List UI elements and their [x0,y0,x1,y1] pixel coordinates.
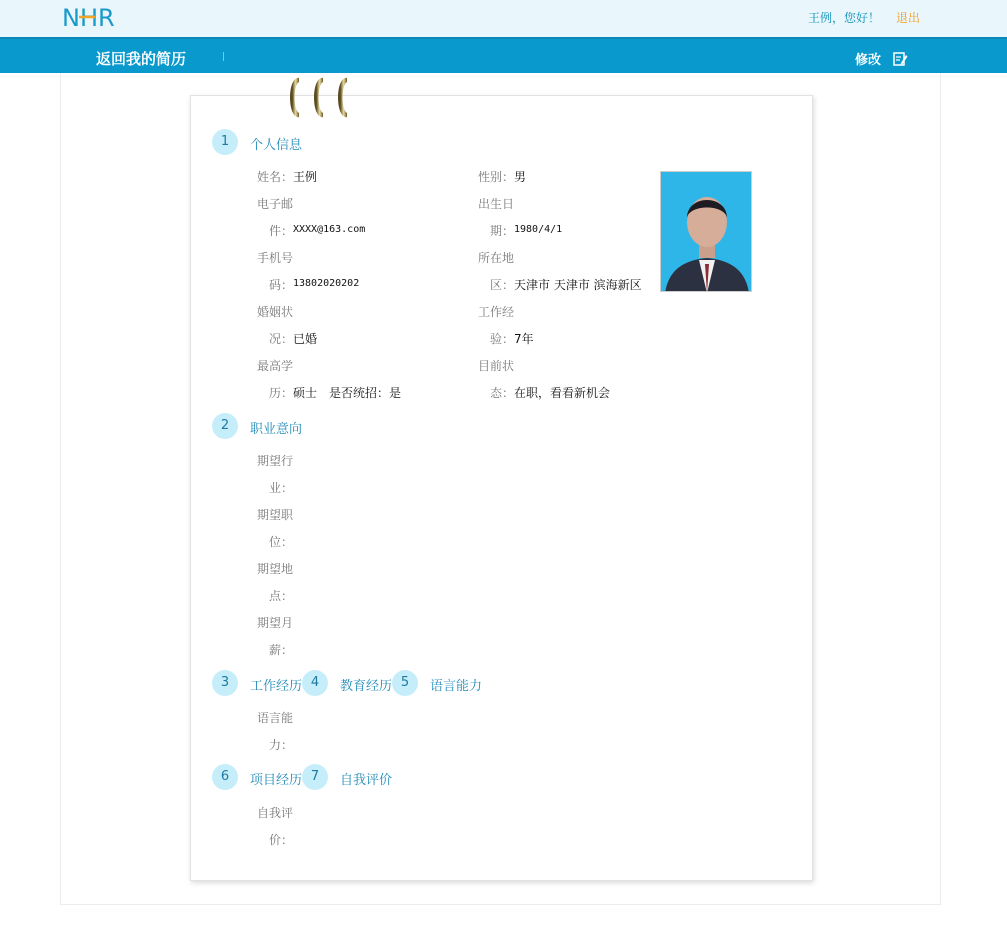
section-title-career-intent[interactable]: 职业意向 [250,422,303,437]
section-title-self-evaluation[interactable]: 自我评价 [340,773,393,788]
section-number-badge: 3 [212,670,238,696]
section-number-badge: 4 [302,670,328,696]
salary-label: 期望月 [257,616,294,630]
section-number-badge: 6 [212,764,238,790]
section-number-badge: 1 [212,129,238,155]
section-title-personal-info[interactable]: 个人信息 [250,138,303,153]
section-title-projects[interactable]: 项目经历 [250,773,303,788]
back-to-resume-link[interactable]: 返回我的简历 [96,50,187,68]
location-label: 所在地 [478,251,515,265]
position-label: 期望职 [257,508,294,522]
experience-label: 工作经 [478,305,515,319]
experience-label-cont: 验： [490,332,515,346]
status-label-cont: 态： [490,386,515,400]
section-number-badge: 5 [392,670,418,696]
nhr-logo[interactable] [62,4,118,30]
name-value: 王例 [293,170,318,184]
self-eval-label-cont: 价： [269,833,294,847]
birth-label-cont: 期： [490,224,515,238]
phone-value: 13802020202 [293,278,360,289]
section-number-badge: 7 [302,764,328,790]
email-value: XXXX@163.com [293,224,366,235]
birth-value: 1980/4/1 [514,224,563,235]
status-label: 目前状 [478,359,515,373]
birth-label: 出生日 [478,197,515,211]
education-label: 最高学 [257,359,294,373]
industry-label-cont: 业： [269,481,294,495]
section-number-badge: 2 [212,413,238,439]
education-value: 硕士 是否统招：是 [293,386,402,400]
section-title-work-experience[interactable]: 工作经历 [250,679,303,694]
binder-rings-icon [284,75,354,121]
industry-label: 期望行 [257,454,294,468]
section-title-education[interactable]: 教育经历 [340,679,393,694]
gender-label: 性别： [478,170,515,184]
name-label: 姓名： [257,170,294,184]
top-bar [0,0,1007,37]
location-label-cont: 区： [490,278,515,292]
experience-value: 7年 [514,332,534,346]
email-label-cont: 件： [269,224,294,238]
nav-divider [223,52,224,61]
phone-label: 手机号 [257,251,294,265]
marital-label-cont: 况： [269,332,294,346]
user-greeting: 王例，您好！ [808,11,881,25]
education-label-cont: 历： [269,386,294,400]
self-eval-label: 自我评 [257,806,294,820]
status-value: 在职，看看新机会 [514,386,611,400]
place-label: 期望地 [257,562,294,576]
language-label-cont: 力： [269,738,294,752]
marital-value: 已婚 [293,332,318,346]
place-label-cont: 点： [269,589,294,603]
profile-photo [660,171,752,292]
email-label: 电子邮 [257,197,294,211]
position-label-cont: 位： [269,535,294,549]
salary-label-cont: 薪： [269,643,294,657]
svg-text:NHR: NHR [62,4,115,30]
nav-bar [0,37,1007,73]
location-value: 天津市 天津市 滨海新区 [514,278,642,292]
edit-button[interactable]: 修改 [855,53,882,68]
phone-label-cont: 码： [269,278,294,292]
section-title-language[interactable]: 语言能力 [430,679,483,694]
logout-link[interactable]: 退出 [896,11,921,25]
marital-label: 婚姻状 [257,305,294,319]
gender-value: 男 [514,170,527,184]
edit-icon[interactable] [893,51,908,66]
language-label: 语言能 [257,711,294,725]
portrait-image [661,172,752,292]
